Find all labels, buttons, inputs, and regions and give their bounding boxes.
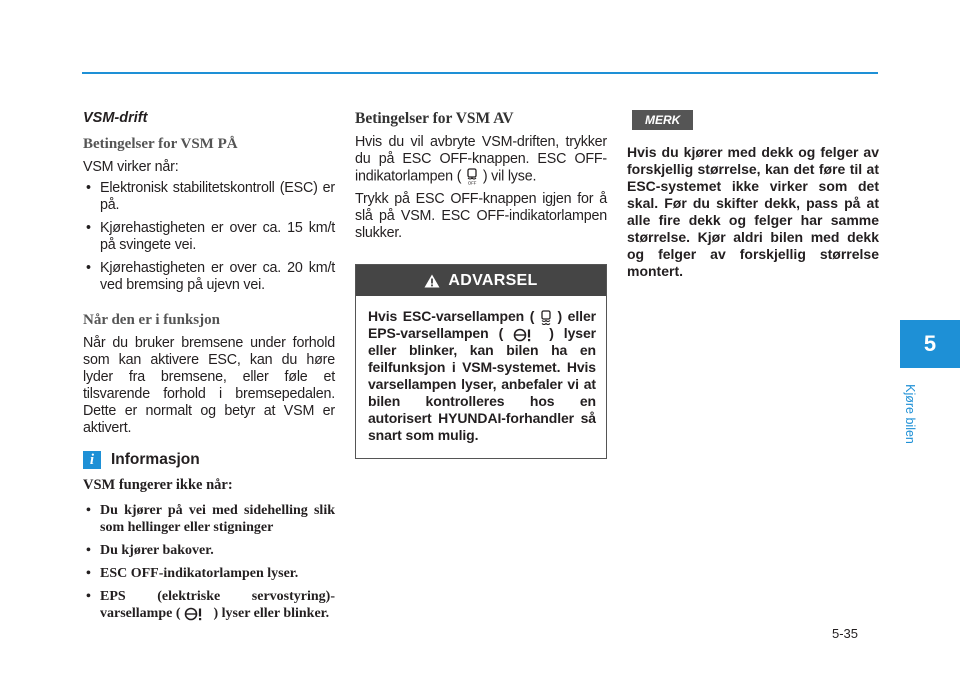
warning-text-b: ) eller EPS-varsellampen ( [368, 308, 596, 342]
vsm-off-text-1a: Hvis du vil avbryte VSM-driften, trykker du på ESC OFF-knappen. ESC OFF-indikatorlampen ( [355, 134, 607, 185]
middle-column [355, 110, 607, 459]
warning-title: ADVARSEL [448, 271, 538, 289]
warning-triangle-icon [424, 274, 440, 288]
left-column [83, 110, 335, 628]
info-eps-text-b: ) lyser eller blinker. [213, 606, 330, 621]
right-column [627, 110, 879, 280]
page-number: 5-35 [832, 626, 859, 641]
eps-warning-icon [184, 607, 210, 621]
info-bullet: • Du kjører bakover. [83, 542, 335, 559]
eps-warning-icon [513, 328, 539, 342]
warning-text [356, 296, 606, 458]
info-intro: VSM fungerer ikke når: [83, 477, 233, 493]
warning-box [355, 264, 607, 459]
esc-warning-icon [540, 310, 552, 325]
function-heading: Når den er i funksjon [83, 312, 220, 328]
chapter-label: Kjøre bilen [903, 384, 917, 444]
function-text: Når du bruker bremsene under forhold som kan aktivere ESC, kan du høre lyder fra bremsene, eller føle et tilsvarende forhold i bremsepedalen. Dette er normalt og betyr at VSM er aktivert. [83, 335, 335, 436]
note-label: MERK [632, 110, 693, 130]
info-bullet: • Du kjører på vei med sidehelling slik som hellinger eller stigninger [83, 502, 335, 536]
vsm-off-heading: Betingelser for VSM AV [355, 110, 514, 127]
vsm-on-heading: Betingelser for VSM PÅ [83, 136, 238, 152]
info-header [83, 451, 335, 469]
warning-text-a: Hvis ESC-varsellampen ( [368, 308, 535, 325]
vsm-on-bullet: • Kjørehastigheten er over ca. 15 km/t på svingete vei. [83, 220, 335, 254]
vsm-on-intro: VSM virker når: [83, 159, 179, 175]
section-title: VSM-drift [83, 110, 148, 126]
warning-header [356, 265, 606, 296]
top-rule [82, 72, 878, 74]
info-title: Informasjon [111, 451, 200, 468]
info-eps-text-a: EPS (elektriske servostyring)-varsellampe ( [100, 589, 335, 621]
vsm-off-text-1 [355, 134, 607, 185]
warning-text-c: ) lyser eller blinker, kan bilen ha en feilfunksjon i VSM-systemet. Hvis varsellampen lyser, anbefaler vi at bilen kontrolleres hos en autorisert HYUNDAI-forhandler så snart som mulig. [368, 325, 596, 444]
esc-off-icon [465, 168, 479, 185]
vsm-on-bullet: • Elektronisk stabilitetskontroll (ESC) er på. [83, 180, 335, 214]
note-text: Hvis du kjører med dekk og felger av forskjellig størrelse, kan det føre til at ESC-systemet ikke virker som det skal. Før du skifter dekk, pass på at alle fire dekk og felger har samme størrelse. Kjør aldri bilen med dekk og felger av forskjellig størrelse montert. [627, 144, 879, 279]
chapter-tab: 5 [900, 320, 960, 368]
esc-off-icon-label: OFF [467, 180, 477, 185]
info-icon: i [83, 451, 101, 469]
vsm-off-text-2: Trykk på ESC OFF-knappen igjen for å slå på VSM. ESC OFF-indikatorlampen slukker. [355, 191, 607, 242]
vsm-on-bullet: • Kjørehastigheten er over ca. 20 km/t ved bremsing på ujevn vei. [83, 260, 335, 294]
info-bullet: • ESC OFF-indikatorlampen lyser. [83, 565, 335, 582]
info-bullet [83, 588, 335, 622]
vsm-off-text-1b: ) vil lyse. [482, 168, 537, 185]
chapter-label-wrap [900, 375, 915, 455]
